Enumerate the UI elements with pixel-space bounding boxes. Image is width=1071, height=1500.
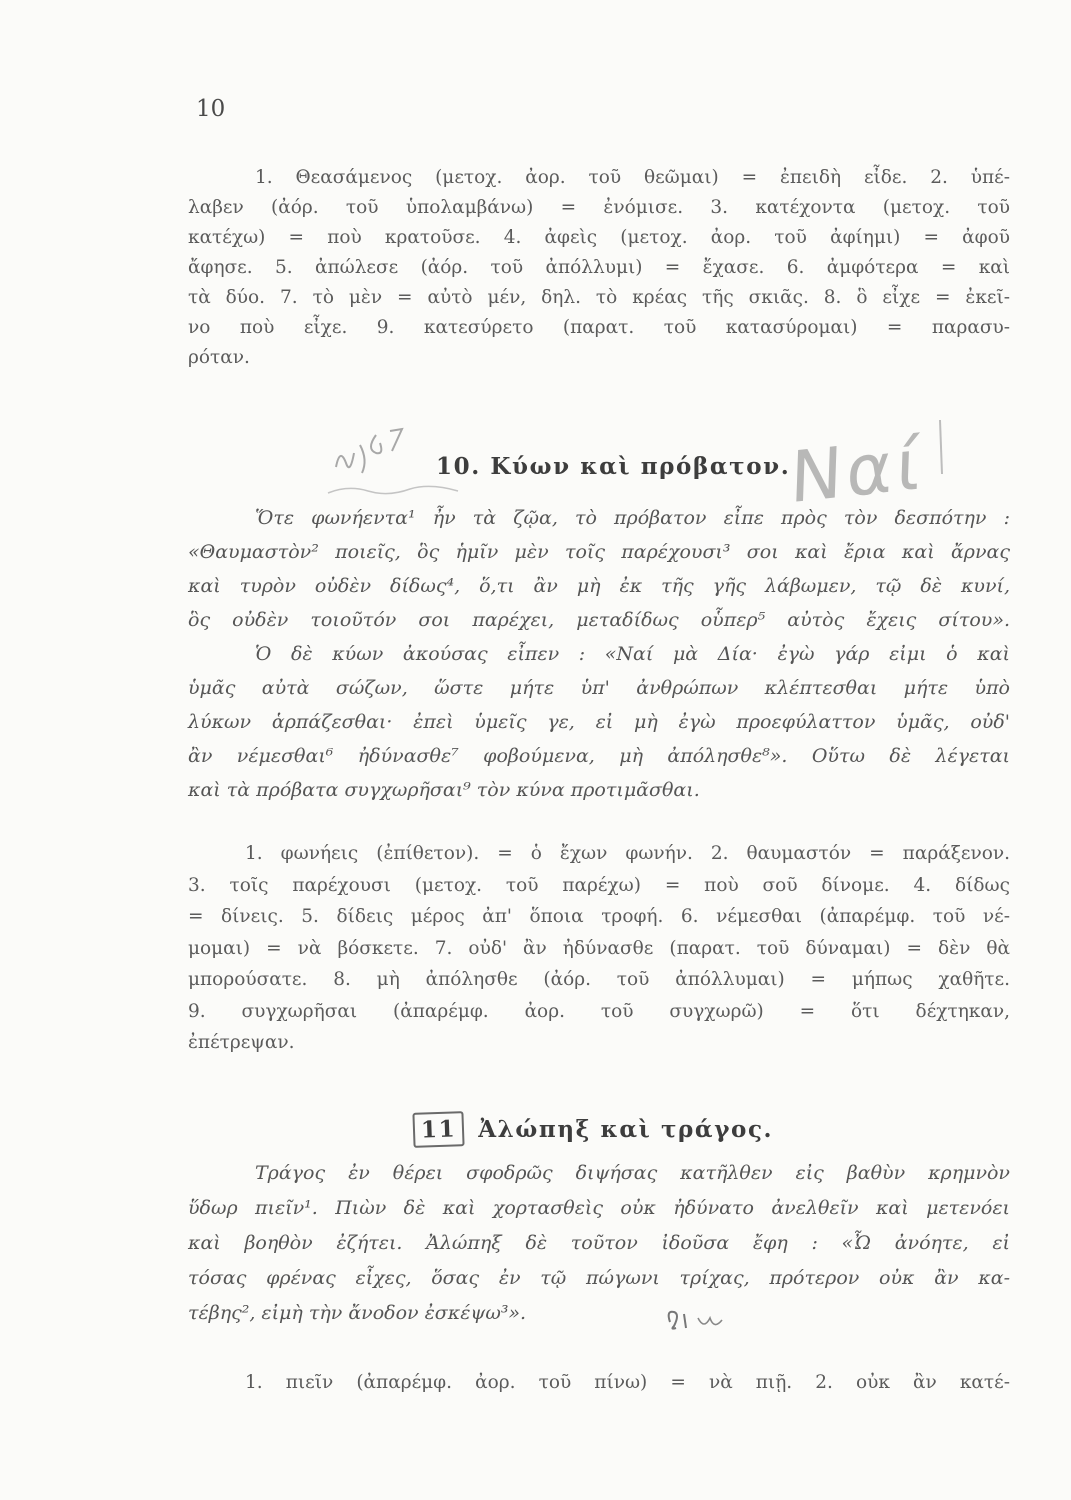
- note-line: 1. Θεασάμενος (μετοχ. ἀορ. τοῦ θεῶμαι) = ἐπειδὴ εἶδε. 2. ὑπέ-: [255, 167, 1010, 188]
- note-line: 1. πιεῖν (ἀπαρέμφ. ἀορ. τοῦ πίνω) = νὰ πιῇ. 2. οὐκ ἂν κατέ-: [245, 1372, 1010, 1393]
- margin-stroke: [930, 418, 950, 478]
- note-line: μπορούσατε. 8. μὴ ἀπόλησθε (ἀόρ. τοῦ ἀπόλλυμαι) = μήπως χαθῆτε.: [188, 969, 1010, 990]
- note-line: νο ποὺ εἶχε. 9. κατεσύρετο (παρατ. τοῦ κατασύρομαι) = παρασυ-: [188, 317, 1010, 338]
- note-line: ἐπέτρεψαν.: [188, 1032, 295, 1053]
- fable-10-heading: 10. Κύων καὶ πρόβατον.: [436, 453, 791, 480]
- note-line: κατέχω) = ποὺ κρατοῦσε. 4. ἀφεὶς (μετοχ. ἀορ. τοῦ ἀφίημι) = ἀφοῦ: [188, 227, 1010, 248]
- fable-11-text: [188, 1156, 1010, 1331]
- fable-11-title: Ἀλώπηξ καὶ τράγος.: [478, 1116, 774, 1143]
- note-line: μομαι) = νὰ βόσκετε. 7. οὐδ' ἂν ἠδύνασθε (παρατ. τοῦ δύναμαι) = δὲν θὰ: [188, 937, 1010, 959]
- note-line: ἄφησε. 5. ἀπώλεσε (ἀόρ. τοῦ ἀπόλλυμι) = ἔχασε. 6. ἀμφότερα = καὶ: [188, 257, 1010, 278]
- note-line: 3. τοῖς παρέχουσι (μετοχ. τοῦ παρέχω) = ποὺ σοῦ δίνομε. 4. δίδως: [188, 874, 1010, 896]
- previous-fable-notes: [188, 163, 1010, 373]
- note-line: 9. συγχωρῆσαι (ἀπαρέμφ. ἀορ. τοῦ συγχωρῶ) = ὅτι δέχτηκαν,: [188, 1000, 1010, 1022]
- fable-11-heading: [413, 1112, 773, 1147]
- text-line: λύκων ἁρπάζεσθαι· ἐπεὶ ὑμεῖς γε, εἰ μὴ ἐγὼ προεφύλαττον ὑμᾶς, οὐδ': [188, 711, 1010, 733]
- text-line: τέβης², εἰμὴ τὴν ἄνοδον ἐσκέψω³».: [188, 1302, 527, 1324]
- text-line: ἂν νέμεσθαι⁶ ἠδύνασθε⁷ φοβούμενα, μὴ ἀπόλησθε⁸». Οὕτω δὲ λέγεται: [188, 745, 1010, 767]
- text-line: καὶ βοηθὸν ἐζήτει. Ἀλώπηξ δὲ τοῦτον ἰδοῦσα ἔφη : «Ὦ ἀνόητε, εἰ: [188, 1232, 1010, 1254]
- fable-10-notes: [188, 838, 1010, 1059]
- handwritten-scribble: [664, 1300, 734, 1336]
- note-line: τὰ δύο. 7. τὸ μὲν = αὐτὸ μέν, δηλ. τὸ κρέας τῆς σκιᾶς. 8. ὃ εἶχε = ἐκεῖ-: [188, 287, 1010, 308]
- text-line: Ὅτε φωνήεντα¹ ἦν τὰ ζῷα, τὸ πρόβατον εἶπε πρὸς τὸν δεσπότην :: [255, 507, 1010, 529]
- text-line: τόσας φρένας εἶχες, ὅσας ἐν τῷ πώγωνι τρίχας, πρότερον οὐκ ἂν κα-: [188, 1267, 1010, 1289]
- fable-10-text: [188, 501, 1010, 807]
- text-line: καὶ τὰ πρόβατα συγχωρῆσαι⁹ τὸν κύνα προτιμᾶσθαι.: [188, 779, 700, 801]
- handwritten-margin-word: Ναί: [788, 422, 926, 520]
- text-line: Ὁ δὲ κύων ἀκούσας εἶπεν : «Ναί μὰ Δία· ἐγὼ γάρ εἰμι ὁ καὶ: [255, 643, 1010, 665]
- text-line: ὃς οὐδὲν τοιοῦτόν σοι παρέχει, μεταδίδως οὗπερ⁵ αὐτὸς ἔχεις σίτου».: [188, 609, 1010, 631]
- boxed-fable-number: 11: [412, 1111, 464, 1148]
- note-line: 1. φωνήεις (ἐπίθετον). = ὁ ἔχων φωνήν. 2. θαυμαστόν = παράξενον.: [245, 843, 1010, 864]
- text-line: «Θαυμαστὸν² ποιεῖς, ὃς ἡμῖν μὲν τοῖς παρέχουσι³ σοι καὶ ἔρια καὶ ἄρνας: [188, 541, 1010, 563]
- note-line: ρόταν.: [188, 347, 250, 368]
- fable-11-notes: [188, 1368, 1010, 1398]
- text-line: Τράγος ἐν θέρει σφοδρῶς διψήσας κατῆλθεν εἰς βαθὺν κρημνὸν: [255, 1162, 1010, 1184]
- text-line: ὕδωρ πιεῖν¹. Πιὼν δὲ καὶ χορτασθεὶς οὐκ ἠδύνατο ἀνελθεῖν καὶ μετενόει: [188, 1197, 1010, 1219]
- page-number: 10: [196, 96, 226, 122]
- text-line: ὑμᾶς αὐτὰ σώζων, ὥστε μήτε ὑπ' ἀνθρώπων κλέπτεσθαι μήτε ὑπὸ: [188, 677, 1010, 699]
- note-line: = δίνεις. 5. δίδεις μέρος ἀπ' ὅποια τροφή. 6. νέμεσθαι (ἀπαρέμφ. τοῦ νέ-: [188, 906, 1010, 927]
- note-line: λαβεν (ἀόρ. τοῦ ὑπολαμβάνω) = ἐνόμισε. 3. κατέχοντα (μετοχ. τοῦ: [188, 197, 1010, 218]
- text-line: καὶ τυρὸν οὐδὲν δίδως⁴, ὅ,τι ἂν μὴ ἐκ τῆς γῆς λάβωμεν, τῷ δὲ κυνί,: [188, 575, 1010, 597]
